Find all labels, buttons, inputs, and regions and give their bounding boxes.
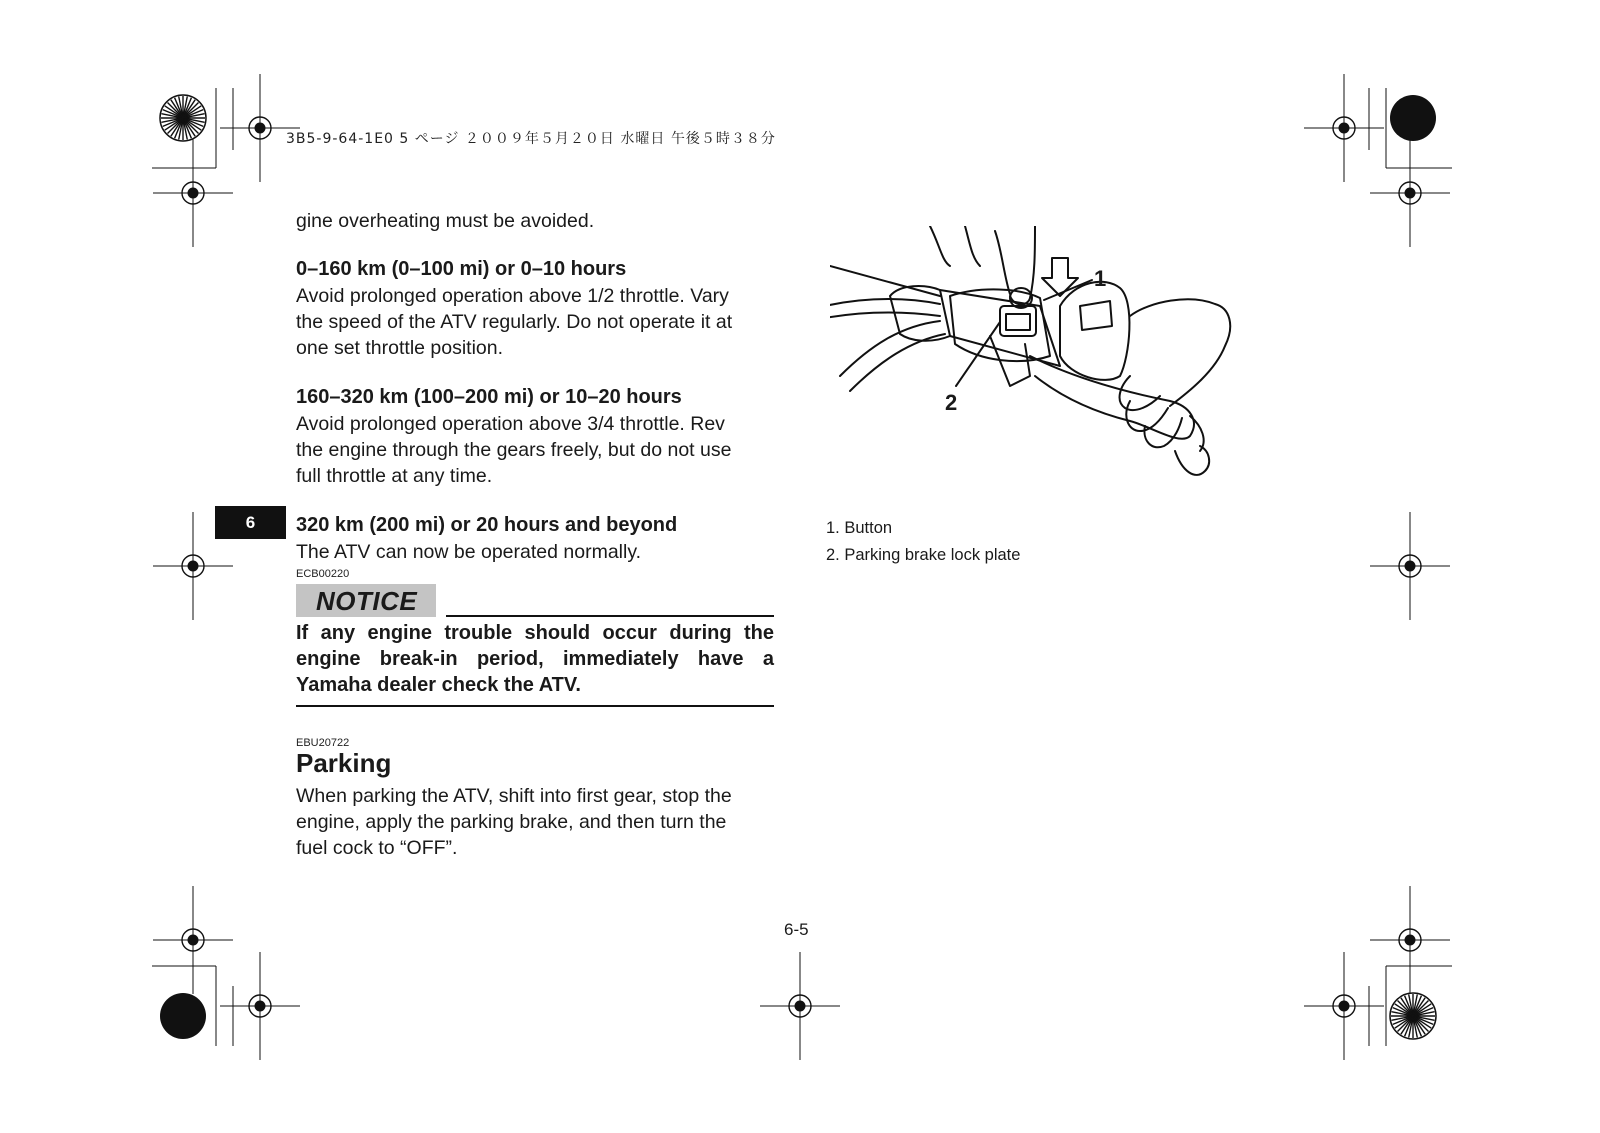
notice-line: Yamaha dealer check the ATV.: [296, 674, 581, 696]
section-heading: 160–320 km (100–200 mi) or 10–20 hours: [296, 386, 682, 408]
starburst-icon: [1390, 993, 1436, 1039]
parking-line: When parking the ATV, shift into first gear, stop the: [296, 785, 732, 807]
notice-rule: [446, 615, 774, 617]
starburst-icon: [160, 95, 206, 141]
page-number: 6-5: [784, 920, 809, 939]
black-dot-icon: [1390, 95, 1436, 141]
section-heading: 320 km (200 mi) or 20 hours and beyond: [296, 514, 678, 536]
section-line: The ATV can now be operated normally.: [296, 541, 642, 563]
section-line: Avoid prolonged operation above 1/2 throttle. Vary: [296, 285, 729, 307]
notice-line: If any engine trouble should occur during the: [296, 622, 774, 644]
print-info-header: 3B5-9-64-1E0 5 ページ ２００９年５月２０日 水曜日 午後５時３８分: [286, 131, 776, 147]
section-heading: 0–160 km (0–100 mi) or 0–10 hours: [296, 258, 627, 280]
black-dot-icon: [160, 993, 206, 1039]
notice-label: NOTICE: [316, 586, 418, 616]
notice-bottom-rule: [296, 705, 774, 707]
parking-code: EBU20722: [296, 737, 350, 749]
notice-code: ECB00220: [296, 568, 350, 580]
figure-caption: 2. Parking brake lock plate: [826, 546, 1021, 564]
parking-line: fuel cock to “OFF”.: [296, 837, 458, 859]
chapter-tab: 6: [215, 506, 286, 539]
section-line: full throttle at any time.: [296, 465, 493, 487]
figure-caption: 1. Button: [826, 519, 893, 537]
notice-body: [296, 620, 774, 698]
parking-brake-illustration: [830, 226, 1250, 506]
section-line: the speed of the ATV regularly. Do not operate it at: [296, 311, 733, 333]
parking-line: engine, apply the parking brake, and then turn the: [296, 811, 727, 833]
intro-text: gine overheating must be avoided.: [296, 210, 595, 232]
callout-2: 2: [945, 390, 958, 415]
section-line: one set throttle position.: [296, 337, 504, 359]
section-line: Avoid prolonged operation above 3/4 throttle. Rev: [296, 413, 725, 435]
notice-line: engine break-in period, immediately have a: [296, 648, 774, 670]
section-title: Parking: [296, 748, 392, 778]
section-line: the engine through the gears freely, but do not use: [296, 439, 732, 461]
callout-1: 1: [1094, 266, 1107, 291]
